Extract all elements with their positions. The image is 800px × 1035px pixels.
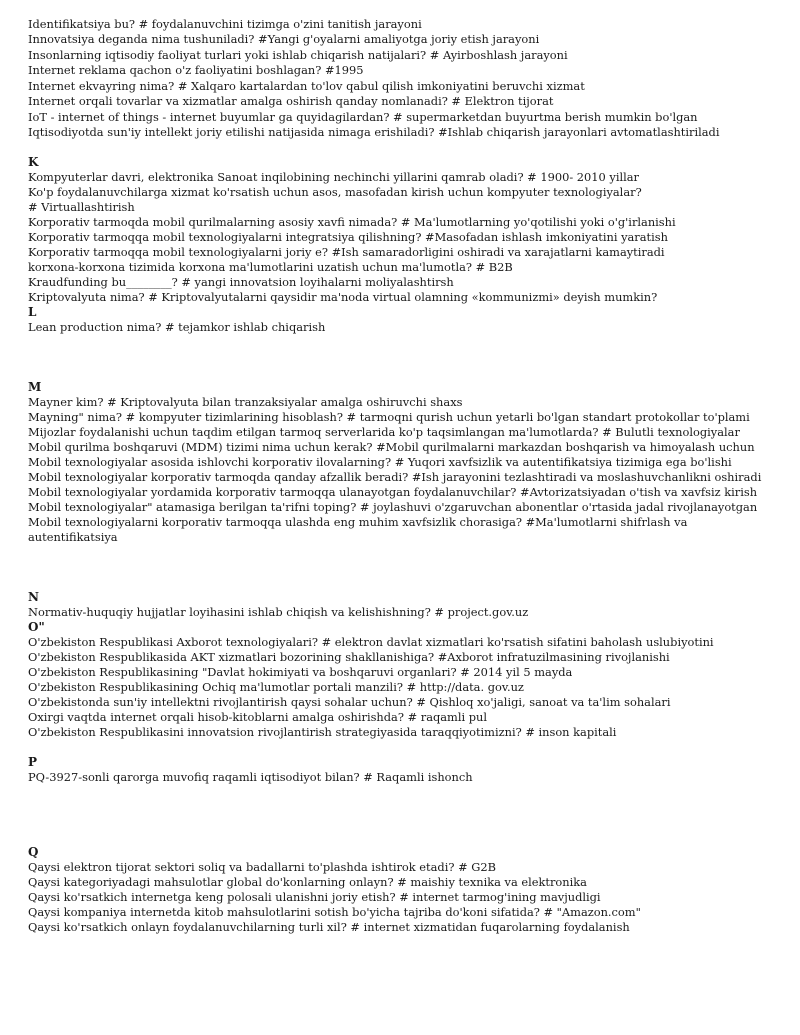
qa-line: O'zbekiston Respublikasi Axborot texnologiyalari? # elektron davlat xizmatlari ko'rsatish sifatini baholash uslubiyotini (28, 635, 714, 649)
qa-line: Mobil texnologiyalarni korporativ tarmoqqa ulashda eng muhim xavfsizlik chorasiga? #Ma'lumotlarni shifrlash va (28, 515, 688, 529)
qa-line: korxona-korxona tizimida korxona ma'lumotlarini uzatish uchun ma'lumotla? # B2B (28, 260, 513, 274)
qa-line: Korporativ tarmoqqa mobil texnologiyalarni joriy e? #Ish samaradorligini oshiradi va xarajatlarni kamaytiradi (28, 245, 665, 259)
qa-line: IoT - internet of things - internet buyumlar ga quyidagilardan? # supermarketdan buyurtma berish mumkin bo'lgan (28, 110, 698, 124)
qa-line: Internet ekvayring nima? # Xalqaro kartalardan to'lov qabul qilish imkoniyatini beruvchi xizmat (28, 79, 585, 93)
section-heading-q: Q (28, 845, 39, 859)
qa-line: O'zbekiston Respublikasini innovatsion rivojlantirish strategiyasida taraqqiyotimizni? # inson kapitali (28, 725, 617, 739)
qa-line: Internet orqali tovarlar va xizmatlar amalga oshirish qanday nomlanadi? # Elektron tijorat (28, 94, 554, 108)
qa-line: Qaysi elektron tijorat sektori soliq va badallarni to'plashda ishtirok etadi? # G2B (28, 860, 496, 874)
qa-line: Qaysi kategoriyadagi mahsulotlar global do'konlarning onlayn? # maishiy texnika va elektronika (28, 875, 587, 889)
qa-line: Korporativ tarmoqqa mobil texnologiyalarni integratsiya qilishning? #Masofadan ishlash imkoniyatini yaratish (28, 230, 668, 244)
section-heading-o: O" (28, 620, 45, 634)
qa-line: Kompyuterlar davri, elektronika Sanoat inqilobining nechinchi yillarini qamrab oladi? # 1900- 2010 yillar (28, 170, 640, 184)
qa-line: Qaysi ko'rsatkich onlayn foydalanuvchilarning turli xil? # internet xizmatidan fuqarolarning foydalanish (28, 920, 630, 934)
section-heading-k: K (28, 155, 39, 169)
section-heading-m: M (28, 380, 42, 394)
qa-line: Internet reklama qachon o'z faoliyatini boshlagan? #1995 (28, 63, 364, 77)
qa-line: Mijozlar foydalanishi uchun taqdim etilgan tarmoq serverlarida ko'p taqsimlangan ma'lumotlarda? # Bulutli texnologiyalar (28, 425, 740, 439)
qa-line: O'zbekiston Respublikasining Ochiq ma'lumotlar portali manzili? # http://data. gov.uz (28, 680, 524, 694)
qa-line: Oxirgi vaqtda internet orqali hisob-kitoblarni amalga oshirishda? # raqamli pul (28, 710, 488, 724)
qa-line: Mobil qurilma boshqaruvi (MDM) tizimi nima uchun kerak? #Mobil qurilmalarni markazdan boshqarish va himoyalash uchun (28, 440, 755, 454)
section-heading-p: P (28, 755, 38, 769)
qa-line: # Virtuallashtirish (28, 200, 135, 214)
qa-line: O'zbekiston Respublikasining "Davlat hokimiyati va boshqaruvi organlari? # 2014 yil 5 mayda (28, 665, 573, 679)
qa-line: Mayner kim? # Kriptovalyuta bilan tranzaksiyalar amalga oshiruvchi shaxs (28, 395, 463, 409)
qa-line: Mobil texnologiyalar korporativ tarmoqda qanday afzallik beradi? #Ish jarayonini tezlashtiradi va moslashuvchanlikni oshiradi (28, 470, 762, 484)
qa-line: Mobil texnologiyalar yordamida korporativ tarmoqqa ulanayotgan foydalanuvchilar? #Avtorizatsiyadan o'tish va xavfsiz kirish (28, 485, 758, 499)
qa-line: Mobil texnologiyalar asosida ishlovchi korporativ ilovalarning? # Yuqori xavfsizlik va autentifikatsiya tizimiga ega bo'lishi (28, 455, 732, 469)
qa-line: Qaysi kompaniya internetda kitob mahsulotlarini sotish bo'yicha tajriba do'koni sifatida? # "Amazon.com" (28, 905, 641, 919)
qa-line: Innovatsiya deganda nima tushuniladi? #Yangi g'oyalarni amaliyotga joriy etish jarayoni (28, 32, 540, 46)
qa-line: Normativ-huquqiy hujjatlar loyihasini ishlab chiqish va kelishishning? # project.gov.uz (28, 605, 529, 619)
qa-line: Insonlarning iqtisodiy faoliyat turlari yoki ishlab chiqarish natijalari? # Ayirboshlash jarayoni (28, 48, 568, 62)
qa-line: Mobil texnologiyalar" atamasiga berilgan ta'rifni toping? # joylashuvi o'zgaruvchan abonentlar o'rtasida jadal rivojlanayotgan (28, 500, 758, 514)
qa-line: Kraudfunding bu________? # yangi innovatsion loyihalarni moliyalashtirsh (28, 275, 454, 289)
qa-line: autentifikatsiya (28, 530, 118, 544)
section-heading-l: L (28, 305, 37, 319)
qa-line: Qaysi ko'rsatkich internetga keng polosali ulanishni joriy etish? # internet tarmog'ining mavjudligi (28, 890, 601, 904)
qa-line: Lean production nima? # tejamkor ishlab chiqarish (28, 320, 326, 334)
section-heading-n: N (28, 590, 39, 604)
qa-line: PQ-3927-sonli qarorga muvofiq raqamli iqtisodiyot bilan? # Raqamli ishonch (28, 770, 473, 784)
qa-line: Iqtisodiyotda sun'iy intellekt joriy etilishi natijasida nimaga erishiladi? #Ishlab chiqarish jarayonlari avtomatlashtiriladi (28, 125, 720, 139)
qa-line: Korporativ tarmoqda mobil qurilmalarning asosiy xavfi nimada? # Ma'lumotlarning yo'qotilishi yoki o'g'irlanishi (28, 215, 676, 229)
qa-line: Ko'p foydalanuvchilarga xizmat ko'rsatish uchun asos, masofadan kirish uchun kompyuter texnologiyalar? (28, 185, 642, 199)
qa-line: O'zbekiston Respublikasida AKT xizmatlari bozorining shakllanishiga? #Axborot infratuzilmasining rivojlanishi (28, 650, 670, 664)
qa-line: O'zbekistonda sun'iy intellektni rivojlantirish qaysi sohalar uchun? # Qishloq xo'jaligi, sanoat va ta'lim sohalari (28, 695, 671, 709)
qa-line: Mayning" nima? # kompyuter tizimlarining hisoblash? # tarmoqni qurish uchun yetarli bo'lgan standart protokollar to'plami (28, 410, 750, 424)
qa-line: Kriptovalyuta nima? # Kriptovalyutalarni qaysidir ma'noda virtual olamning «kommunizmi» deyish mumkin? (28, 290, 658, 304)
qa-line: Identifikatsiya bu? # foydalanuvchini tizimga o'zini tanitish jarayoni (28, 17, 422, 31)
